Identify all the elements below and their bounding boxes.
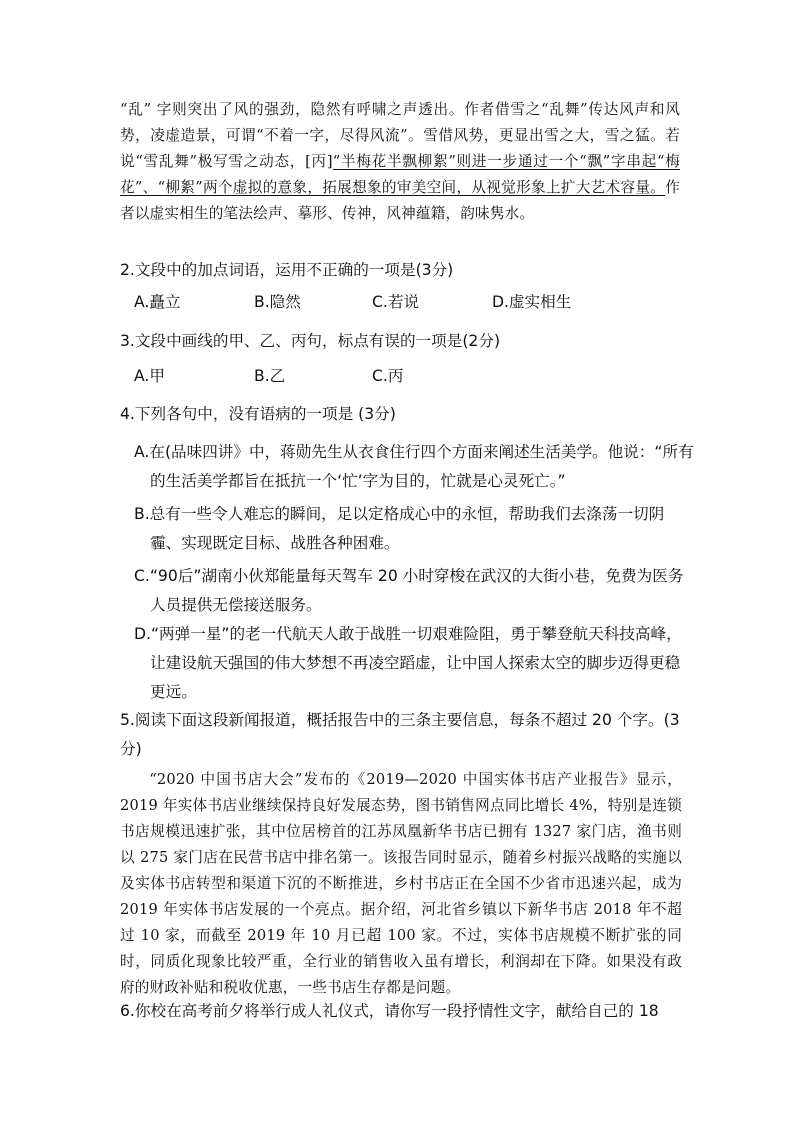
question-4-stem: 4.下列各句中，没有语病的一项是 (3分)	[120, 405, 396, 423]
question-2-options	[134, 288, 674, 317]
question-3-options	[134, 362, 674, 391]
q3-option-a: A.甲	[134, 367, 165, 385]
passage-text-2: 作者以虚实相生的笔法绘声、摹形、传神，风神蕴籍，韵味隽水。	[120, 179, 680, 222]
news-report: “2020 中国书店大会”发布的《2019—2020 中国实体书店产业报告》显示，2019 年实体书店业继续保持良好发展态势，图书销售网点同比增长 4%，特别是连锁书店规模迅速扩张，其中位居榜首的江苏凤凰新华书店已拥有 1327 家门店，渔书则以 275 家门店在民营书店中排名第一。该报告同时显示，随着乡村振兴战略的实施以及实体书店转型和渠道下沉的不断推进，乡村书店正在全国不少省市迅速兴起，成为 2019 年实体书店发展的一个亮点。据介绍，河北省乡镇以下新华书店 2018 年不超过 10 家，而截至 2019 年 10 月已超 100 家。不过，实体书店规模不断扩张的同时，同质化现象比较严重，全行业的销售收入虽有增长，利润却在下降。如果没有政府的财政补贴和税收优惠，一些书店生存都是问题。	[120, 771, 682, 996]
q2-option-c: C.若说	[372, 293, 420, 311]
question-5-stem: 5.阅读下面这段新闻报道，概括报告中的三条主要信息，每条不超过 20 个字。(3分)	[120, 711, 680, 758]
question-6-stem: 6.你校在高考前夕将举行成人礼仪式，请你写一段抒情性文字，献给自己的 18	[120, 1002, 659, 1020]
q4-option-d: D.“两弹一星”的老一代航天人敢于战胜一切艰难险阻，勇于攀登航天科技高峰，让建设航天强国的伟大梦想不再凌空蹈虚，让中国人探索太空的脚步迈得更稳更远。	[134, 625, 682, 701]
passage-text-1: “乱” 字则突出了风的强劲，隐然有呼啸之声透出。作者借雪之“乱舞”传达风声和风势，凌虚造景，可谓“不着一字，尽得风流”。雪借风势，更显出雪之大，雪之猛。若说“雪乱舞”极写雪之动态，[丙]	[120, 101, 680, 170]
q2-option-a: A.矗立	[134, 293, 181, 311]
q2-option-b: B.隐然	[254, 293, 301, 311]
q3-option-b: B.乙	[254, 367, 286, 385]
question-2-stem: 2.文段中的加点词语，运用不正确的一项是(3分)	[120, 261, 454, 279]
q4-option-b: B.总有一些令人难忘的瞬间，足以定格成心中的永恒，帮助我们去涤荡一切阴霾、实现既定目标、战胜各种困难。	[134, 505, 665, 552]
passage-tail	[120, 97, 680, 227]
q2-option-d: D.虚实相生	[492, 293, 572, 311]
question-3-stem: 3.文段中画线的甲、乙、丙句，标点有误的一项是(2分)	[120, 332, 501, 350]
q3-option-c: C.丙	[372, 367, 404, 385]
underlined-sentence-bing: “半梅花半飘柳絮”则进一步通过一个“飘”字串起“梅花”、“柳絮”两个虚拟的意象，拓展想象的审美空间，从视觉形象上扩大艺术容量。	[120, 153, 680, 196]
q4-option-c: C.“90后”湖南小伙郑能量每天驾车 20 小时穿梭在武汉的大街小巷，免费为医务人员提供无偿接送服务。	[134, 567, 684, 614]
q4-option-a: A.在(品味四讲》中，蒋勋先生从衣食住行四个方面来阐述生活美学。他说：“所有的生活美学都旨在抵抗一个‘忙’字为目的，忙就是心灵死亡。”	[134, 443, 694, 490]
